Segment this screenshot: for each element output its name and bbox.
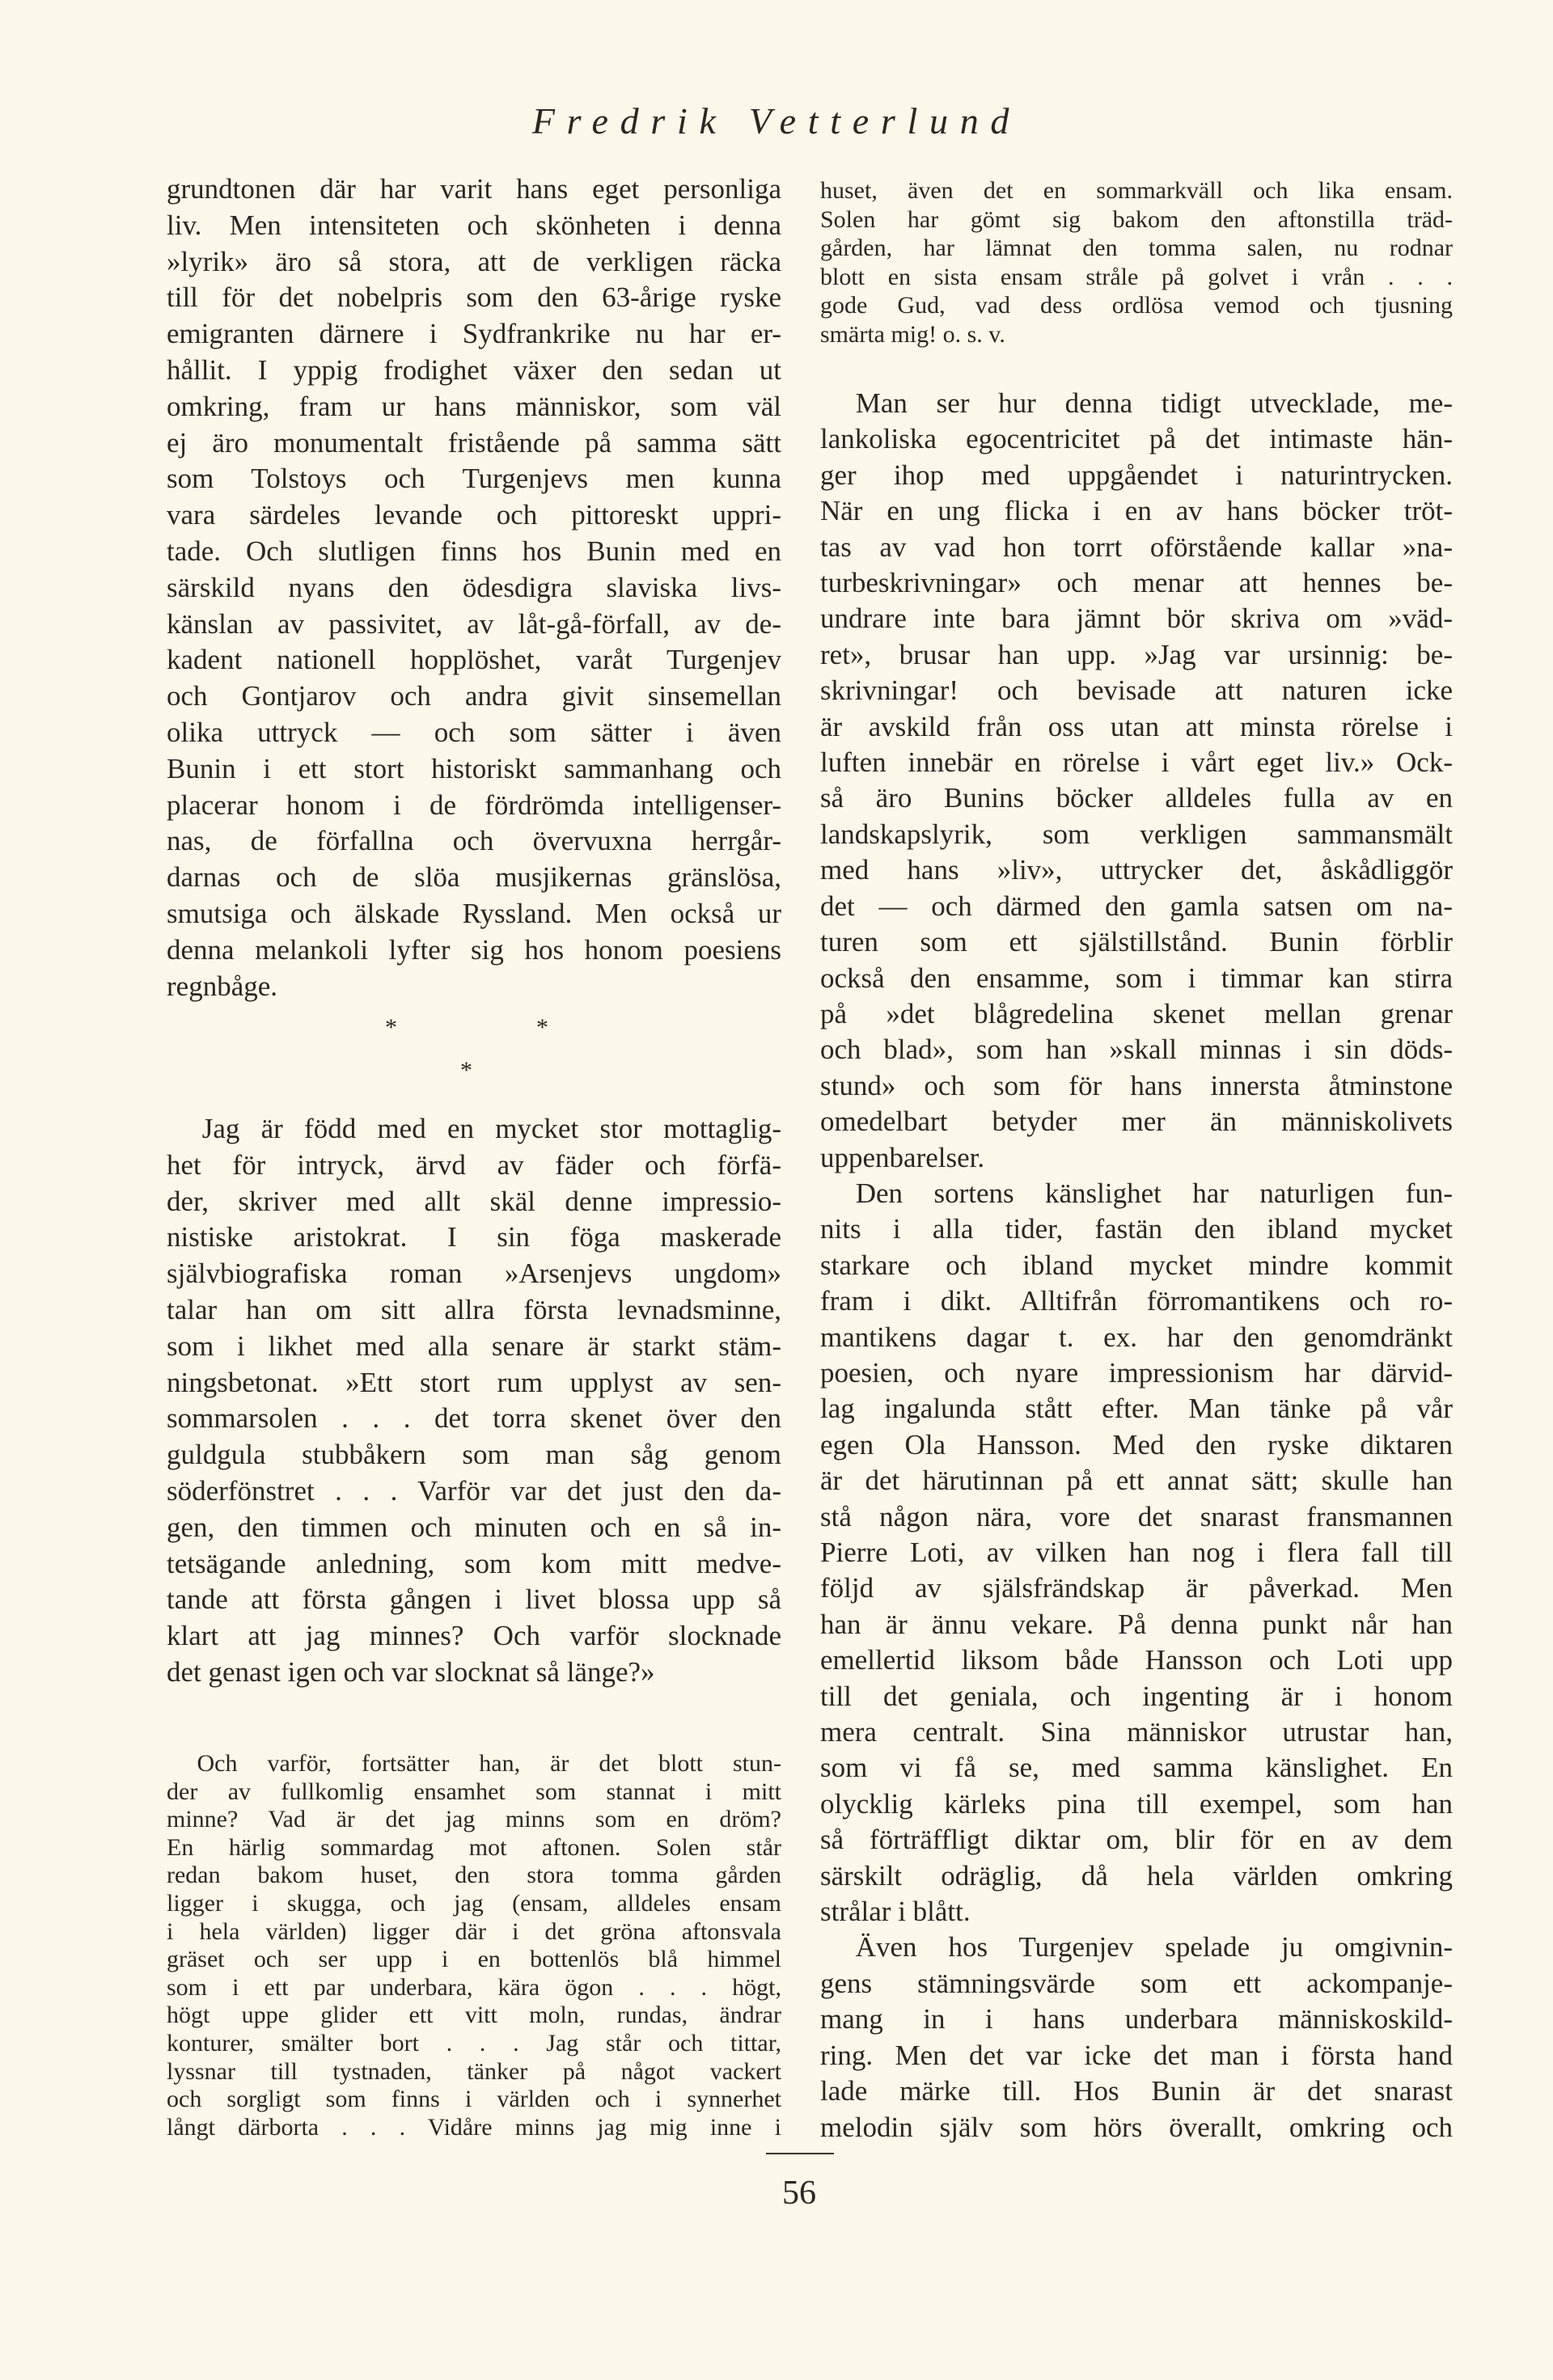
text-line: poesien, och nyare impressionism har därvid- [820,1356,1453,1389]
section-asterisk: * [536,1014,548,1041]
text-line: stund» och som för hans innersta åtminstone [820,1069,1453,1101]
text-line: När en ung flicka i en av hans böcker tröt- [820,495,1453,527]
text-line: placerar honom i de fördrömda intelligenser- [167,788,781,821]
text-line: som Tolstoys och Turgenjevs men kunna [167,463,781,495]
text-line: gode Gud, vad dess ordlösa vemod och tjusning [820,292,1453,319]
page-number: 56 [782,2175,816,2212]
text-line: nas, de förfallna och övervuxna herrgår- [167,825,781,857]
text-line: hållit. I yppig frodighet växer den sedan ut [167,353,781,386]
text-line: ningsbetonat. »Ett stort rum upplyst av sen- [167,1366,781,1398]
section-asterisk: * [385,1014,397,1041]
text-line: blott en sista ensam stråle på golvet i vrån . . . [820,263,1453,290]
text-line: så äro Bunins böcker alldeles fulla av en [820,782,1453,814]
text-line: mera centralt. Sina människor utrustar han, [820,1716,1453,1748]
text-line: denna melankoli lyfter sig hos honom poesiens [167,933,781,966]
section-asterisk: * [460,1057,472,1084]
text-line: guldgula stubbåkern som man såg genom [167,1439,781,1471]
text-line: fram i dikt. Alltifrån förromantikens och ro- [820,1285,1453,1317]
text-line: Den sortens känslighet har naturligen fun- [855,1177,1453,1209]
text-line: sommarsolen . . . det torra skenet över den [167,1402,781,1435]
text-line: och blad», som han »skall minnas i sin döds- [820,1034,1453,1066]
right-column-body [820,386,1453,2145]
text-line: tetsägande anledning, som kom mitt medve- [167,1547,781,1579]
text-line: regnbåge. [167,970,278,1002]
text-line: gården, har lämnat den tomma salen, nu rodnar [820,235,1453,262]
text-line: emigranten därnere i Sydfrankrike nu har er- [167,318,781,350]
left-paragraph-1 [167,171,781,1004]
text-line: Jag är född med en mycket stor mottaglig- [201,1113,781,1144]
text-line: der, skriver med allt skäl denne impressio- [167,1185,781,1217]
text-line: tas av vad hon torrt oförstående kallar »na- [820,531,1453,563]
right-paragraph-3 [820,1930,1453,2145]
text-line: till för det nobelpris som den 63-årige ryske [167,281,781,314]
text-line: Solen har gömt sig bakom den aftonstilla träd- [820,205,1453,233]
text-line: ej äro monumentalt fristående på samma sätt [167,426,781,459]
text-line: luften innebär en rörelse i vårt eget liv.» Ock- [820,746,1453,779]
text-line: det — och därmed den gamla satsen om na- [820,890,1453,922]
text-line: gens stämningsvärde som ett ackompanje- [820,1967,1453,1999]
text-line: i hela världen) ligger där i det gröna aftonsvala [167,1917,781,1945]
text-line: självbiografiska roman »Arsenjevs ungdom» [167,1258,781,1290]
text-line: nistiske aristokrat. I sin föga maskerade [167,1221,781,1253]
left-paragraph-2 [167,1111,781,1691]
text-line: strålar i blått. [820,1896,971,1928]
text-line: skrivningar! och bevisade att naturen icke [820,674,1453,707]
text-line: nits i alla tider, fastän den ibland mycket [820,1213,1453,1245]
text-line: omkring, fram ur hans människor, som väl [167,390,781,422]
text-line: mantikens dagar t. ex. har den genomdränkt [820,1321,1453,1353]
text-line: uppenbarelser. [820,1141,985,1173]
text-line: till det geniala, och ingenting är i honom [820,1680,1453,1712]
text-line: der av fullkomlig ensamhet som stannat i mitt [167,1778,781,1805]
text-line: smärta mig! o. s. v. [820,320,1005,348]
text-line: vara särdeles levande och pittoreskt uppri- [167,499,781,531]
text-line: Och varför, fortsätter han, är det blott stun- [197,1750,781,1777]
text-line: han är ännu vekare. På denna punkt når han [820,1608,1453,1640]
text-line: turen som ett själstillstånd. Bunin förblir [820,926,1453,958]
text-line: Även hos Turgenjev spelade ju omgivnin- [855,1931,1453,1964]
text-line: högt uppe glider ett vitt moln, rundas, ändrar [167,2002,781,2029]
right-paragraph-1 [820,386,1453,1176]
text-line: är det härutinnan på ett annat sätt; skulle han [820,1465,1453,1497]
text-line: ring. Men det var icke det man i första hand [820,2039,1453,2071]
text-line: långt därborta . . . Vidåre minns jag mig inne i [167,2113,781,2141]
text-line: gen, den timmen och minuten och en så in- [167,1511,781,1543]
page-number-rule [766,2153,834,2154]
text-line: tande att första gången i livet blossa upp så [167,1583,781,1616]
text-line: gräset och ser upp i en bottenlös blå himmel [167,1946,781,1973]
text-line: känslan av passivitet, av låt-gå-förfall, av de- [167,607,781,640]
quoted-passage [167,1750,781,2141]
text-line: söderfönstret . . . Varför var det just den da- [167,1474,781,1507]
quoted-passage-continued [820,176,1453,349]
text-line: särskilt odräglig, då hela världen omkring [820,1859,1453,1892]
text-line: redan bakom huset, den stora tomma gården [167,1862,781,1889]
text-line: melodin själv som hörs överallt, omkring och [820,2111,1453,2143]
text-line: turbeskrivningar» och menar att hennes be- [820,567,1453,599]
text-line: och Gontjarov och andra givit sinsemellan [167,680,781,712]
text-line: talar han om sitt allra första levnadsminne, [167,1293,781,1325]
text-line: emellertid liksom både Hansson och Loti upp [820,1644,1453,1676]
text-line: huset, även det en sommarkväll och lika ensam. [820,177,1453,204]
text-line: särskild nyans den ödesdigra slaviska livs- [167,571,781,603]
text-line: med hans »liv», uttrycker det, åskådliggör [820,854,1453,886]
text-line: som i ett par underbara, kära ögon . . . högt, [167,1973,781,2001]
text-line: liv. Men intensiteten och skönheten i denna [167,209,781,241]
text-line: följd av själsfrändskap är påverkad. Men [820,1572,1453,1604]
text-line: landskapslyrik, som verkligen sammansmält [820,818,1453,850]
text-line: stå någon nära, vore det snarast fransmannen [820,1500,1453,1532]
text-line: lag ingalunda stått efter. Man tänke på vår [820,1393,1453,1425]
text-line: ligger i skugga, och jag (ensam, alldeles ensam [167,1889,781,1917]
text-line: är avskild från oss utan att minsta rörelse i [820,710,1453,742]
text-line: som i likhet med alla senare är starkt stäm- [167,1330,781,1362]
text-line: mang in i hans underbara människoskild- [820,2003,1453,2035]
text-line: smutsiga och älskade Ryssland. Men också ur [167,897,781,929]
text-line: Man ser hur denna tidigt utvecklade, me- [855,387,1453,419]
text-line: En härlig sommardag mot aftonen. Solen står [167,1833,781,1861]
text-line: lankoliska egocentricitet på det intimaste hän- [820,423,1453,455]
text-line: minne? Vad är det jag minns som en dröm? [167,1806,781,1833]
text-line: som vi få se, med samma känslighet. En [820,1752,1453,1784]
text-line: konturer, smälter bort . . . Jag står och tittar, [167,2029,781,2057]
text-line: så förträffligt diktar om, blir för en av dem [820,1824,1453,1856]
running-title: Fredrik Vetterlund [531,100,1022,142]
text-line: också den ensamme, som i timmar kan stirra [820,962,1453,994]
text-line: lade märke till. Hos Bunin är det snarast [820,2075,1453,2107]
text-line: ret», brusar han upp. »Jag var ursinnig: be- [820,638,1453,670]
text-line: olycklig kärleks pina till exempel, som han [820,1787,1453,1820]
text-line: klart att jag minnes? Och varför slocknade [167,1620,781,1652]
text-line: grundtonen där har varit hans eget personliga [167,173,781,205]
text-line: Pierre Loti, av vilken han nog i flera fall till [820,1537,1453,1568]
text-line: egen Ola Hansson. Med den ryske diktaren [820,1428,1453,1461]
text-line: på »det blågredelina skenet mellan grenar [820,997,1453,1029]
text-line: och sorgligt som finns i världen och i synnerhet [167,2086,781,2113]
text-line: omedelbart betyder mer än människolivets [820,1105,1453,1138]
text-line: undrare inte bara jämnt bör skriva om »väd- [820,602,1453,635]
text-line: het för intryck, ärvd av fäder och förfä- [167,1148,781,1181]
text-line: Bunin i ett stort historiskt sammanhang och [167,752,781,784]
text-line: tade. Och slutligen finns hos Bunin med en [167,535,781,567]
text-line: darnas och de slöa musjikernas gränslösa, [167,861,781,894]
text-line: »lyrik» äro så stora, att de verkligen räcka [167,245,781,277]
text-line: kadent nationell hopplöshet, varåt Turgenjev [167,644,781,676]
text-line: det genast igen och var slocknat så länge?» [167,1655,655,1688]
text-line: starkare och ibland mycket mindre kommit [820,1249,1453,1281]
text-line: lyssnar till tystnaden, tänker på något vackert [167,2057,781,2085]
right-paragraph-2 [820,1176,1453,1930]
text-line: ger ihop med uppgåendet i naturintrycken. [820,459,1453,491]
text-line: olika uttryck — och som sätter i även [167,716,781,748]
